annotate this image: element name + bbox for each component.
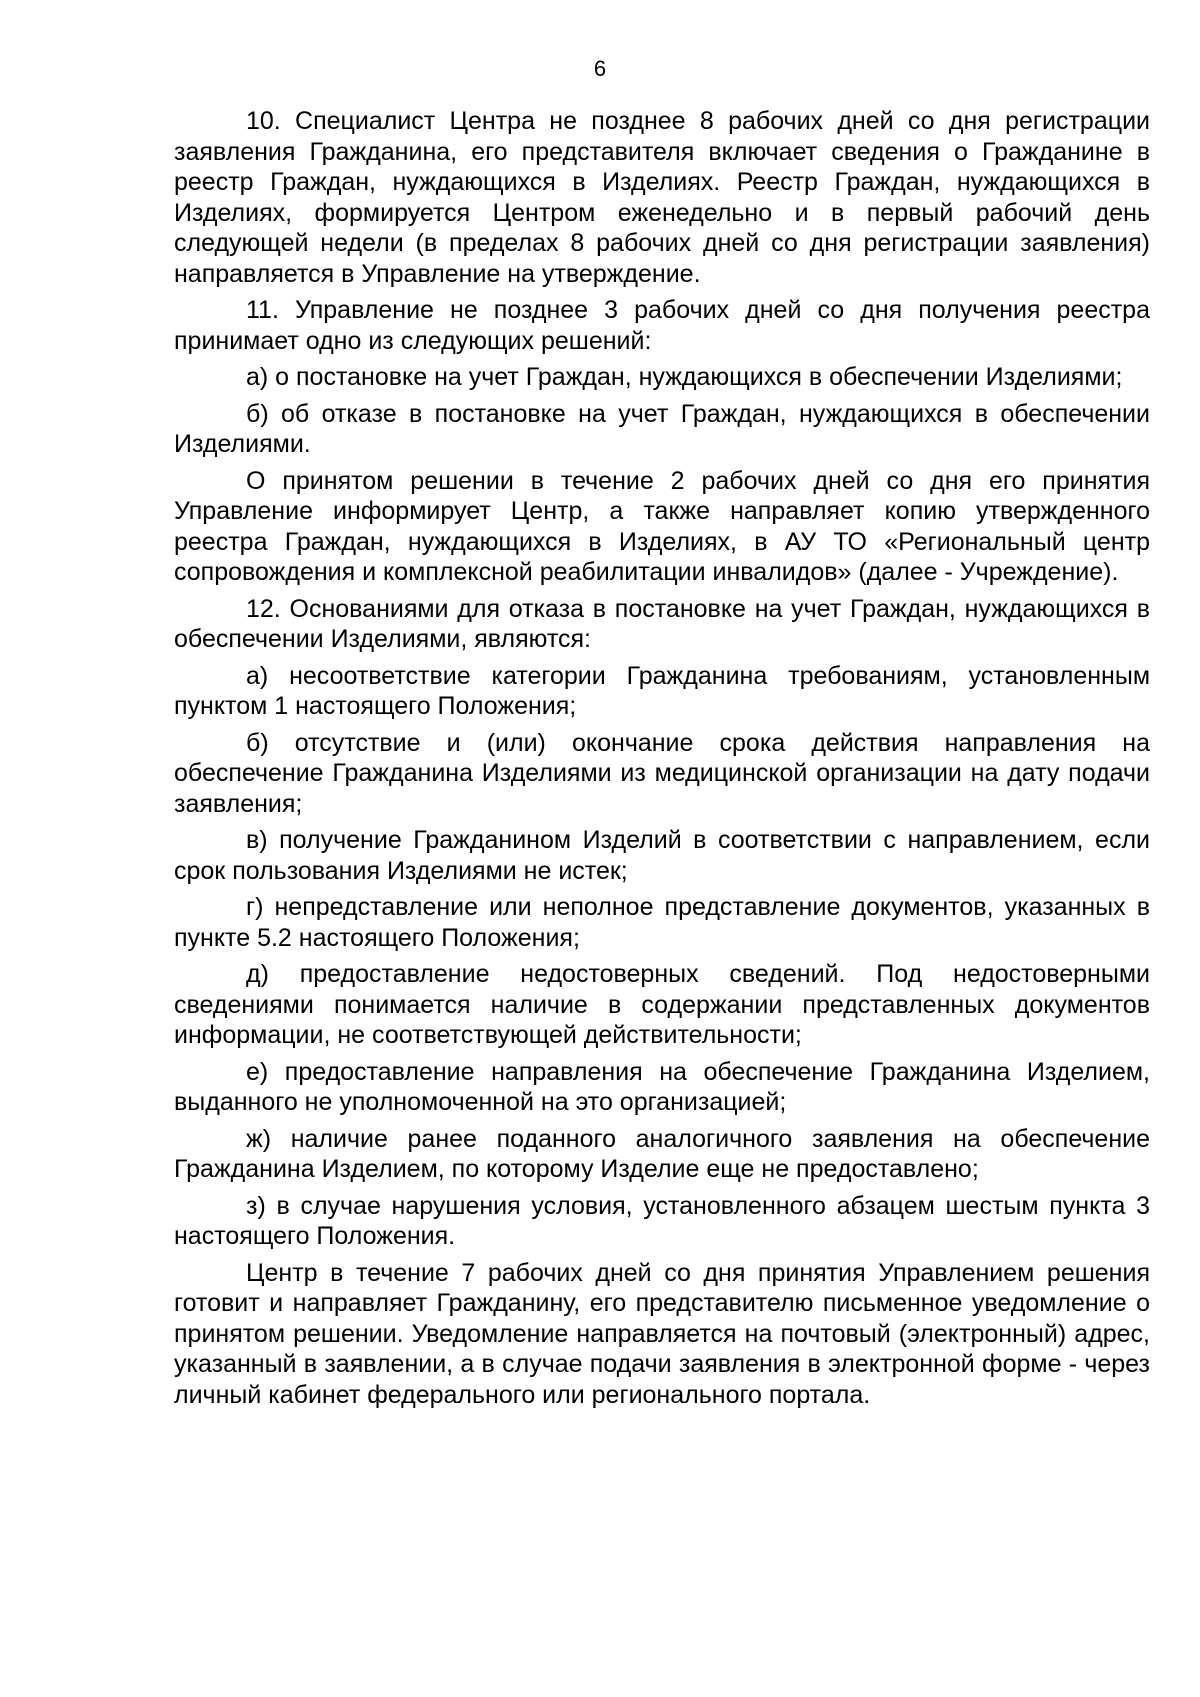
page-number: 6: [593, 56, 607, 81]
paragraph-12-item-z: з) в случае нарушения условия, установленного абзацем шестым пункта 3 настоящего Положения.: [174, 1191, 1150, 1250]
paragraph-notification: Центр в течение 7 рабочих дней со дня принятия Управлением решения готовит и направляет Гражданину, его представителю письменное уведомление о принятом решении. Уведомление направляется на почтовый (электронный) адрес, указанный в заявлении, а в случае подачи заявления в электронной форме - через личный кабинет федерального или регионального портала.: [174, 1258, 1150, 1409]
paragraph-12-item-b: б) отсутствие и (или) окончание срока действия направления на обеспечение Гражданина Изделиями из медицинской организации на дату подачи заявления;: [174, 728, 1150, 818]
paragraph-12: 12. Основаниями для отказа в постановке на учет Граждан, нуждающихся в обеспечении Изделиями, являются:: [174, 594, 1150, 653]
paragraph-11-item-a: а) о постановке на учет Граждан, нуждающихся в обеспечении Изделиями;: [246, 363, 1123, 391]
paragraph-12-item-v: в) получение Гражданином Изделий в соответствии с направлением, если срок пользования Изделиями не истек;: [174, 826, 1150, 885]
paragraph-decision-notice: О принятом решении в течение 2 рабочих дней со дня его принятия Управление информирует Центр, а также направляет копию утвержденного реестра Граждан, нуждающихся в Изделиях, в АУ ТО «Региональный центр сопровождения и комплексной реабилитации инвалидов» (далее - Учреждение).: [174, 466, 1150, 586]
paragraph-12-item-zh: ж) наличие ранее поданного аналогичного заявления на обеспечение Гражданина Изделием, по которому Изделие еще не предоставлено;: [174, 1124, 1150, 1183]
paragraph-11: 11. Управление не позднее 3 рабочих дней со дня получения реестра принимает одно из следующих решений:: [174, 296, 1150, 355]
paragraph-10: 10. Специалист Центра не позднее 8 рабочих дней со дня регистрации заявления Гражданина, его представителя включает сведения о Гражданине в реестр Граждан, нуждающихся в Изделиях. Реестр Граждан, нуждающихся в Изделиях, формируется Центром еженедельно и в первый рабочий день следующей недели (в пределах 8 рабочих дней со дня регистрации заявления) направляется в Управление на утверждение.: [174, 107, 1150, 288]
document-body: [174, 106, 1150, 1416]
paragraph-12-item-d: д) предоставление недостоверных сведений. Под недостоверными сведениями понимается наличие в содержании представленных документов информации, не соответствующей действительности;: [174, 960, 1150, 1049]
paragraph-12-item-e: е) предоставление направления на обеспечение Гражданина Изделием, выданного не уполномоченной на это организацией;: [174, 1057, 1150, 1116]
paragraph-11-item-b: б) об отказе в постановке на учет Граждан, нуждающихся в обеспечении Изделиями.: [174, 399, 1150, 458]
paragraph-12-item-a: а) несоответствие категории Гражданина требованиям, установленным пунктом 1 настоящего Положения;: [174, 661, 1150, 720]
paragraph-12-item-g: г) непредставление или неполное представление документов, указанных в пункте 5.2 настоящего Положения;: [174, 893, 1150, 952]
